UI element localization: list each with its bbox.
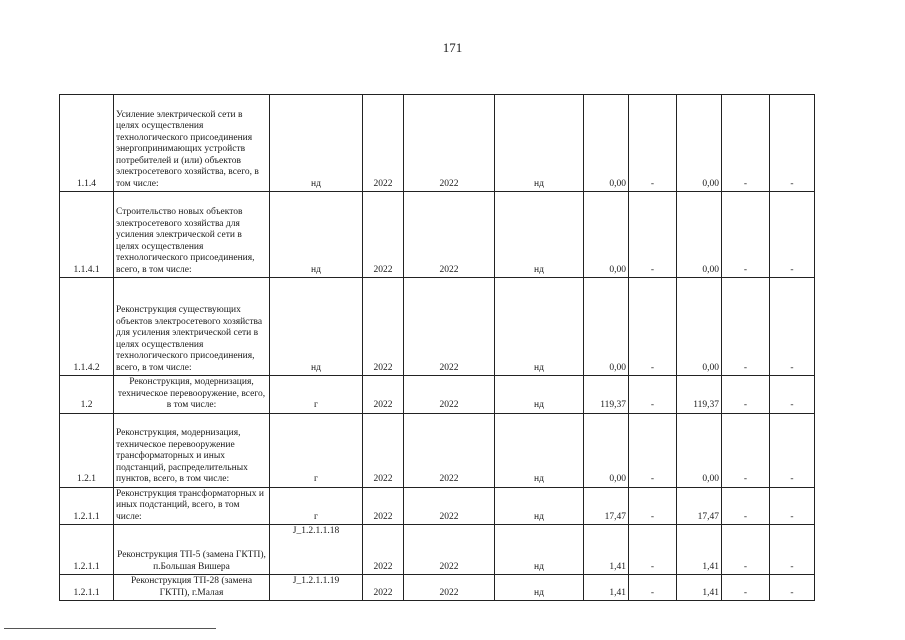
row-type: нд xyxy=(495,525,584,575)
row-name: Реконструкция ТП-5 (замена ГКТП), п.Большая Вишера xyxy=(114,525,270,575)
row-code: J_1.2.1.1.18 xyxy=(270,525,363,575)
row-dash-3: - xyxy=(770,575,815,601)
row-dash-2: - xyxy=(722,192,770,278)
row-dash-2: - xyxy=(722,487,770,525)
table-row xyxy=(60,575,815,601)
row-type: нд xyxy=(495,487,584,525)
row-dash-1: - xyxy=(629,525,677,575)
row-year-end: 2022 xyxy=(404,525,495,575)
row-year-start: 2022 xyxy=(363,278,404,376)
row-dash-2: - xyxy=(722,95,770,192)
row-value-2: 1,41 xyxy=(677,525,722,575)
row-dash-2: - xyxy=(722,525,770,575)
row-number: 1.2.1.1 xyxy=(60,575,114,601)
row-year-end: 2022 xyxy=(404,413,495,487)
row-year-end: 2022 xyxy=(404,278,495,376)
row-dash-3: - xyxy=(770,192,815,278)
row-name: Реконструкция трансформаторных и иных подстанций, всего, в том числе: xyxy=(114,487,270,525)
row-value-1: 0,00 xyxy=(584,95,629,192)
row-number: 1.2 xyxy=(60,376,114,414)
row-code: г xyxy=(270,376,363,414)
row-type: нд xyxy=(495,192,584,278)
row-dash-3: - xyxy=(770,525,815,575)
row-year-end: 2022 xyxy=(404,487,495,525)
row-value-2: 119,37 xyxy=(677,376,722,414)
row-year-start: 2022 xyxy=(363,95,404,192)
row-name: Строительство новых объектов электросетевого хозяйства для усиления электрической сети в целях осуществления технологического присоединения, всего, в том числе: xyxy=(114,192,270,278)
row-number: 1.1.4.2 xyxy=(60,278,114,376)
row-year-start: 2022 xyxy=(363,525,404,575)
row-dash-1: - xyxy=(629,376,677,414)
row-type: нд xyxy=(495,413,584,487)
table-row xyxy=(60,278,815,376)
row-year-start: 2022 xyxy=(363,376,404,414)
row-dash-3: - xyxy=(770,413,815,487)
row-number: 1.2.1.1 xyxy=(60,487,114,525)
row-value-1: 1,41 xyxy=(584,575,629,601)
row-code: нд xyxy=(270,278,363,376)
row-dash-2: - xyxy=(722,376,770,414)
row-code: нд xyxy=(270,192,363,278)
row-value-1: 1,41 xyxy=(584,525,629,575)
row-year-end: 2022 xyxy=(404,192,495,278)
row-value-1: 0,00 xyxy=(584,278,629,376)
row-value-2: 0,00 xyxy=(677,192,722,278)
table-row xyxy=(60,192,815,278)
row-year-start: 2022 xyxy=(363,575,404,601)
row-type: нд xyxy=(495,575,584,601)
row-year-end: 2022 xyxy=(404,95,495,192)
row-name: Реконструкция, модернизация, техническое перевооружение трансформаторных и иных подстанций, распределительных пунктов, всего, в том числе: xyxy=(114,413,270,487)
row-value-2: 1,41 xyxy=(677,575,722,601)
row-value-2: 0,00 xyxy=(677,278,722,376)
row-value-2: 0,00 xyxy=(677,413,722,487)
row-dash-1: - xyxy=(629,95,677,192)
row-year-end: 2022 xyxy=(404,376,495,414)
row-name: Усиление электрической сети в целях осуществления технологического присоединения энергопринимающих устройств потребителей и (или) объектов электросетевого хозяйства, всего, в том числе: xyxy=(114,95,270,192)
row-number: 1.1.4.1 xyxy=(60,192,114,278)
row-dash-3: - xyxy=(770,278,815,376)
row-number: 1.2.1 xyxy=(60,413,114,487)
table-row xyxy=(60,487,815,525)
row-dash-2: - xyxy=(722,413,770,487)
row-value-2: 17,47 xyxy=(677,487,722,525)
row-value-1: 0,00 xyxy=(584,192,629,278)
row-year-start: 2022 xyxy=(363,413,404,487)
row-dash-3: - xyxy=(770,376,815,414)
row-dash-1: - xyxy=(629,575,677,601)
row-type: нд xyxy=(495,95,584,192)
table-row xyxy=(60,525,815,575)
row-number: 1.2.1.1 xyxy=(60,525,114,575)
footnote-divider xyxy=(4,628,216,629)
row-value-1: 17,47 xyxy=(584,487,629,525)
row-dash-1: - xyxy=(629,413,677,487)
row-year-start: 2022 xyxy=(363,192,404,278)
row-dash-1: - xyxy=(629,487,677,525)
row-dash-3: - xyxy=(770,95,815,192)
table-row xyxy=(60,413,815,487)
row-value-2: 0,00 xyxy=(677,95,722,192)
row-value-1: 0,00 xyxy=(584,413,629,487)
row-dash-2: - xyxy=(722,278,770,376)
row-code: нд xyxy=(270,95,363,192)
row-code: J_1.2.1.1.19 xyxy=(270,575,363,601)
row-dash-2: - xyxy=(722,575,770,601)
row-value-1: 119,37 xyxy=(584,376,629,414)
row-name: Реконструкция существующих объектов электросетевого хозяйства для усиления электрической сети в целях осуществления технологического присоединения, всего, в том числе: xyxy=(114,278,270,376)
row-year-start: 2022 xyxy=(363,487,404,525)
row-year-end: 2022 xyxy=(404,575,495,601)
row-number: 1.1.4 xyxy=(60,95,114,192)
row-code: г xyxy=(270,487,363,525)
row-name: Реконструкция ТП-28 (замена ГКТП), г.Малая xyxy=(114,575,270,601)
table-row xyxy=(60,95,815,192)
row-dash-3: - xyxy=(770,487,815,525)
row-code: г xyxy=(270,413,363,487)
row-type: нд xyxy=(495,278,584,376)
row-name: Реконструкция, модернизация, техническое перевооружение, всего, в том числе: xyxy=(114,376,270,414)
table-row xyxy=(60,376,815,414)
row-type: нд xyxy=(495,376,584,414)
row-dash-1: - xyxy=(629,192,677,278)
investment-table xyxy=(59,94,815,601)
row-dash-1: - xyxy=(629,278,677,376)
page-number: 171 xyxy=(442,40,463,55)
